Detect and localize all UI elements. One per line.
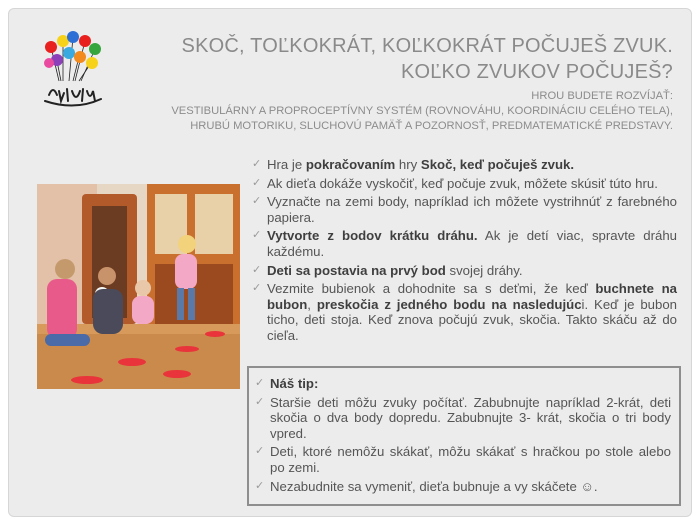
check-icon: ✓	[252, 176, 262, 189]
bullet-text: Ak dieťa dokáže vyskočiť, keď počuje zvuk, môžete skúsiť túto hru.	[267, 175, 658, 191]
check-icon: ✓	[252, 229, 262, 242]
check-icon: ✓	[252, 158, 262, 170]
check-icon: ✓	[255, 377, 265, 389]
skills-subtitle	[73, 89, 673, 134]
list-item	[252, 194, 677, 225]
title-line-1: SKOČ, TOĽKOKRÁT, KOĽKOKRÁT POČUJEŠ ZVUK.	[181, 35, 673, 57]
tip-item	[255, 444, 671, 475]
check-icon: ✓	[252, 282, 262, 295]
list-item	[252, 176, 677, 192]
bullet-text: Vezmite bubienok a dohodnite sa s deťmi, že keď	[267, 281, 596, 297]
slide	[8, 8, 692, 517]
tip-item	[255, 395, 671, 442]
bullet-bold-text: buchnete na bubon	[267, 281, 678, 312]
subtitle-line-1: HROU BUDETE ROZVÍJAŤ:	[531, 90, 673, 102]
subtitle-line-2: VESTIBULÁRNY A PROPROCEPTÍVNY SYSTÉM (ROVNOVÁHU, KOORDINÁCIU CELÉHO TELA),	[171, 105, 673, 117]
bullet-bold-text: preskočia z jedného bodu na nasledujúc	[316, 296, 582, 312]
subtitle-line-3: HRUBÚ MOTORIKU, SLUCHOVÚ PAMÄŤ A POZORNOSŤ, PREDMATEMATICKÉ PREDSTAVY.	[190, 120, 673, 132]
tip-heading	[255, 376, 671, 392]
bullet-bold-text: Skoč, keď počuješ zvuk.	[420, 157, 575, 172]
bullet-bold-text: Vytvorte z bodov krátku dráhu.	[267, 228, 478, 244]
list-item	[252, 157, 677, 173]
tip-box	[247, 366, 681, 506]
list-item	[252, 263, 677, 279]
bullet-text: i. Keď je bubon ticho, deti stoja. Keď znova počujú zvuk, skočia. Takto skáču až do cieľa.	[267, 296, 677, 343]
page-title	[113, 33, 673, 85]
check-icon: ✓	[255, 445, 265, 458]
check-icon: ✓	[255, 479, 265, 492]
children-playing-photo	[37, 184, 240, 389]
bullet-text: hry	[395, 157, 421, 172]
tip-heading-text: Náš tip:	[270, 376, 319, 391]
bullet-text: Hra je	[267, 157, 306, 172]
bullet-text: ,	[307, 296, 317, 312]
list-item	[252, 281, 677, 343]
tip-text: Staršie deti môžu zvuky počítať. Zabubnujte napríklad 2-krát, deti skočia o dva body dopredu. Zabubnujte 3- krát, skočia o tri body vpred.	[270, 394, 671, 441]
tip-item	[255, 479, 671, 495]
bullet-bold-text: pokračovaním	[305, 157, 396, 172]
tip-text: Deti, ktoré nemôžu skákať, môžu skákať s hračkou po stole alebo po zemi.	[270, 444, 671, 475]
title-line-2: KOĽKO ZVUKOV POČUJEŠ?	[400, 61, 673, 83]
check-icon: ✓	[252, 195, 262, 208]
list-item	[252, 228, 677, 259]
check-icon: ✓	[255, 395, 265, 408]
bullet-bold-text: Deti sa postavia na prvý bod	[267, 262, 446, 278]
bullet-text: svojej dráhy.	[445, 262, 523, 278]
check-icon: ✓	[252, 263, 262, 276]
tip-text: Nezabudnite sa vymeniť, dieťa bubnuje a vy skáčete ☺.	[270, 478, 598, 494]
bullet-text: Ak je detí viac, spravte dráhu každému.	[267, 228, 677, 259]
bullet-text: Vyznačte na zemi body, napríklad ich môžete vystrihnúť z farebného papiera.	[267, 194, 677, 225]
instruction-list	[252, 157, 677, 347]
